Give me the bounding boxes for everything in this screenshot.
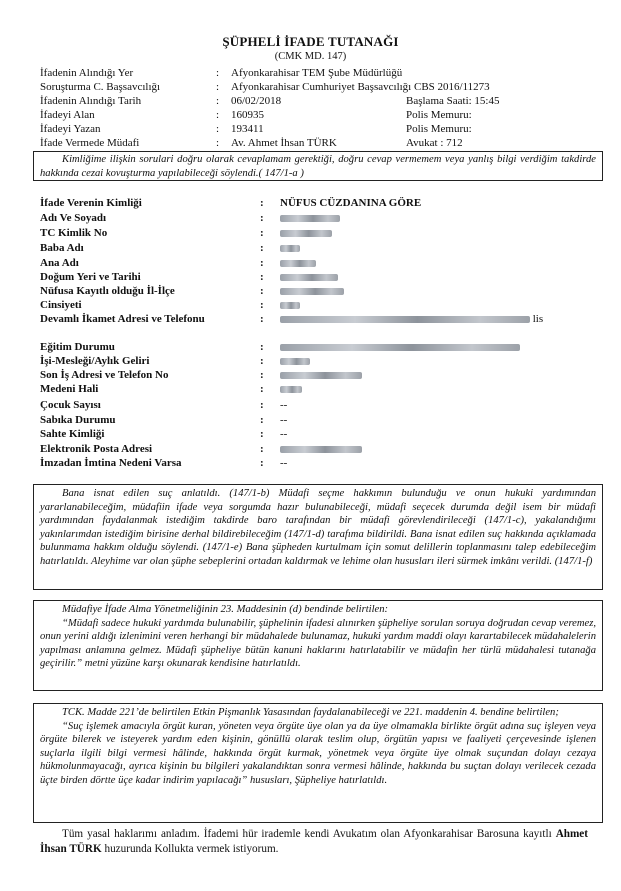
header-row-prosecutor: Soruşturma C. Başsavcılığı : Afyonkarahisar Cumhuriyet Başsavcılığı CBS 2016/11273 (40, 81, 490, 93)
redacted-value (280, 302, 300, 309)
redacted-value (280, 260, 316, 267)
header-label: İfadeyi Yazan (40, 123, 101, 135)
identity-warning-text: Kimliğime ilişkin sorulari doğru olarak cevaplamam gerektiği, doğru cevap vermemem veya yanlış bilgi verdiğim takdirde hakkında cezai kovuşturma yapılabileceği söylendi.( 147/1-a ) (40, 154, 596, 179)
closing-text-2: huzurunda Kollukta vermek istiyorum. (101, 843, 279, 855)
redacted-value (280, 358, 310, 365)
officer-label: Polis Memuru: (406, 123, 472, 135)
identity-label: Cinsiyeti (40, 299, 82, 311)
identity-label: Nüfusa Kayıtlı olduğu İl-İlçe (40, 285, 175, 297)
header-row-counsel: İfade Vermede Müdafi : Av. Ahmet İhsan TÜRK Avukat : 712 (40, 137, 463, 149)
identity-label: Eğitim Durumu (40, 341, 115, 353)
rights-text: Bana isnat edilen suç anlatıldı. (147/1-b) Müdafi seçme hakkımın bulunduğu ve onun hukuki yardımından yararlanabileceğim, müdafiin ifade veya sorgumda hazır bulunabileceği, müdafi seçecek durumda değil isem bir müdafi yardımından faydalanmak istediğim takdirde baro tarafından bir müdafi görevlendirileceği (147/1-c), yakalandığımı yakınlarımdan istediğim birisine derhal bildirebileceğim (147/1-d) tarafıma bildirildi. Bana isnat edilen suç hakkında açıklamada bulunmama hakkım olduğu söylendi. (147/1-e) Bana şüpheden kurtulmam için somut delillerin toplanmasını talep edebileceğim hatırlatıldı. Aleyhime var olan şüphe sebeplerini ortadan kaldırmak ve lehime olan hususları ileri sürmek imkânı verildi. (147/1-f) (40, 488, 596, 567)
identity-label: Medeni Hali (40, 383, 99, 395)
identity-value: -- (280, 428, 288, 440)
redacted-value (280, 372, 362, 379)
header-row-date: İfadenin Alındığı Tarih : 06/02/2018 Başlama Saati: 15:45 (40, 95, 500, 107)
rights-box (33, 484, 603, 590)
redacted-value (280, 446, 362, 453)
identity-label: Doğum Yeri ve Tarihi (40, 271, 141, 283)
header-value: Afyonkarahisar TEM Şube Müdürlüğü (231, 67, 403, 79)
header-value: 160935 (231, 109, 264, 121)
redacted-value (280, 245, 300, 252)
identity-label: Sahte Kimliği (40, 428, 105, 440)
identity-label: Ana Adı (40, 257, 79, 269)
lawyer-number: Avukat : 712 (406, 137, 463, 149)
header-value: Av. Ahmet İhsan TÜRK (231, 137, 337, 149)
identity-label: İfade Verenin Kimliği (40, 197, 142, 209)
counsel-rules-box (33, 600, 603, 691)
identity-warning-box (33, 151, 603, 181)
identity-value: NÜFUS CÜZDANINA GÖRE (280, 197, 422, 209)
identity-label: Devamlı İkamet Adresi ve Telefonu (40, 313, 205, 325)
header-value: Afyonkarahisar Cumhuriyet Başsavcılığı CBS 2016/11273 (231, 81, 490, 93)
redacted-value (280, 344, 520, 351)
identity-label: Son İş Adresi ve Telefon No (40, 369, 169, 381)
header-label: İfadenin Alındığı Tarih (40, 95, 142, 107)
identity-label: İşi-Mesleği/Aylık Geliri (40, 355, 150, 367)
redacted-value (280, 316, 530, 323)
lawyer-name: Ahmet İhsan TÜRK (40, 828, 588, 855)
header-label: Soruşturma C. Başsavcılığı (40, 81, 161, 93)
identity-label: Adı Ve Soyadı (40, 212, 107, 224)
header-value: 06/02/2018 (231, 95, 282, 107)
redacted-value (280, 288, 344, 295)
identity-label: TC Kimlik No (40, 227, 108, 239)
header-row-taker: İfadeyi Alan : 160935 Polis Memuru: (40, 109, 472, 121)
identity-value: -- (280, 457, 288, 469)
start-time: Başlama Saati: 15:45 (406, 95, 500, 107)
counsel-rules-text: “Müdafi sadece hukuki yardımda bulunabilir, şüphelinin ifadesi alınırken şüpheliye sorulan soruya doğrudan cevap veremez, onun yerini aldığı izlenimini veren herhangi bir müdahalede bulunamaz, hukuki yardım maddi olayı karartabilecek müdahalelerin yapılması anlamına gelmez. Müdafi şüpheliye bütün kanuni haklarını hatırlatabilir ve müdafin her türlü müdahalesi tutanağa geçirilir.” metni yüzüne karşı okunarak kendisine hatırlatıldı. (40, 617, 596, 670)
header-label: İfadenin Alındığı Yer (40, 67, 134, 79)
document-title: ŞÜPHELİ İFADE TUTANAĞI (222, 34, 399, 49)
redacted-value (280, 386, 302, 393)
remorse-law-text: “Suç işlemek amacıyla örgüt kuran, yöneten veya örgüte üye olan ya da üye olmamakla birlikte örgüt adına suç işleyen veya örgüte bilerek ve isteyerek yardım eden kişinin, gönüllü olarak teslim olup, örgütün yapısı ve faaliyeti çerçevesinde işlenen suçlarla ilgili bilgi vermesi hâlinde, hakkında örgüt kurmak, yönetmek veya örgüte üye olmak suçundan dolayı cezaya hükmolunmayacağı, ayrıca kişinin bu bilgileri yakalandıktan sonra vermesi hâlinde, hakkında bu suçtan dolayı verilecek cezada üçte birden dörtte üçe kadar indirim yapılacağı” hususları, Şüpheliye hatırlatıldı. (40, 720, 596, 786)
address-suffix: lis (532, 313, 544, 325)
redacted-value (280, 230, 332, 237)
document-subtitle: (CMK MD. 147) (274, 51, 347, 62)
closing-statement (40, 827, 588, 857)
officer-label: Polis Memuru: (406, 109, 472, 121)
identity-label: Baba Adı (40, 242, 84, 254)
identity-label: Sabıka Durumu (40, 414, 116, 426)
statement-page: ŞÜPHELİ İFADE TUTANAĞI (CMK MD. 147) İfadenin Alındığı Yer : Afyonkarahisar TEM Şube Müdürlüğü Soruşturma C. Başsavcılığı : Afyonkarahisar Cumhuriyet Başsavcılığı CBS 2016/11273 İfadenin Alındığı Tarih : 06/02/2018 Başlama Saati: 15:45 İfadeyi Alan : 160935 Polis Memuru: İfadeyi Yazan : 193411 Polis Memuru: İfade Vermede Müdafi : Av. Ahmet İhsan TÜRK Avukat : 712 Kimliğime ilişkin sorulari doğru olarak cevaplamam gerektiği, doğru cevap vermemem veya yanlış bilgi verdiğim takdirde hakkında cezai kovuşturma yapılabileceği söylendi.( 147/1-a ) İfade Verenin Kimliği : NÜFUS CÜZDANINA GÖRE Adı Ve Soyadı : TC Kimlik No : Baba Adı : Ana Adı : Doğum Yeri ve Tarihi : Nüfusa Kayıtlı olduğu İl-İlçe : Cinsiyeti : Devamlı İkamet Adresi ve Telefonu : lis Eğitim Durumu : İşi-Mesleği/Aylık Geliri : Son İş Adresi ve Telefon No : Medeni Hali : Çocuk Sayısı : -- Sabıka Durumu : -- Sahte Kimliği : -- Elektronik Posta Adresi : İmzadan İmtina Nedeni Varsa : -- Bana isnat edilen suç anlatıldı. (147/1-b) Müdafi seçme hakkımın bulunduğu ve onun hukuki yardımından yararlanabileceğim, müdafiin ifade veya sorgumda hazır bulunabileceği, müdafi seçecek durumda değil isem bir müdafi yardımından faydalanmak istediğim takdirde baro tarafından bir müdafi görevlendirileceği (147/1-c), yakalandığımı yakınlarımdan istediğim birisine derhal bildirebileceğim (147/1-d) tarafıma bildirildi. Bana isnat edilen suç hakkında açıklamada bulunmama hakkım olduğu söylendi. (147/1-e) Bana şüpheden kurtulmam için somut delillerin toplanmasını talep edebileceğim hatırlatıldı. Aleyhime var olan şüphe sebeplerini ortadan kaldırmak ve lehime olan hususları ileri sürmek imkânı verildi. (147/1-f) Müdafiye İfade Alma Yönetmeliğinin 23. Maddesinin (d) bendinde belirtilen: “Müdafi sadece hukuki yardımda bulunabilir, şüphelinin ifadesi alınırken şüpheliye sorulan soruya doğrudan cevap veremez, onun yerini aldığı izlenimini veren herhangi bir müdahalede bulunamaz, hukuki yardım maddi olayı karartabilecek müdahalelerin yapılması anlamına gelmez. Müdafi şüpheliye bütün kanuni haklarını hatırlatabilir ve müdafin her türlü müdahalesi tutanağa geçirilir.” metni yüzüne karşı okunarak kendisine hatırlatıldı. TCK. Madde 221’de belirtilen Etkin Pişmanlık Yasasından faydalanabileceği ve 221. maddenin 4. bendine belirtilen; “Suç işlemek amacıyla örgüt kuran, yöneten veya örgüte üye olan ya da üye olmamakla birlikte örgüt adına suç işleyen veya örgüte bilerek ve isteyerek yardım eden kişinin, gönüllü olarak teslim olup, örgütün yapısı ve faaliyeti çerçevesinde işlenen suçlarla ilgili bilgi vermesi hâlinde, hakkında örgüt kurmak, yönetmek veya örgüte üye olmak suçundan dolayı cezaya hükmolunmayacağı, ayrıca kişinin bu bilgileri yakalandıktan sonra vermesi hâlinde, hakkında bu suçtan dolayı verilecek cezada üçte birden dörtte üçe kadar indirim yapılacağı” hususları, Şüpheliye hatırlatıldı. Tüm yasal haklarımı anladım. İfademi hür irademle kendi Avukatım olan Afyonkarahisar Barosuna kayıtlı Ahmet İhsan TÜRK huzurunda Kollukta vermek istiyorum. (0, 0, 621, 891)
identity-label: İmzadan İmtina Nedeni Varsa (40, 457, 182, 469)
identity-value: -- (280, 414, 288, 426)
identity-label: Elektronik Posta Adresi (40, 443, 153, 455)
remorse-law-heading: TCK. Madde 221’de belirtilen Etkin Pişmanlık Yasasından faydalanabileceği ve 221. maddenin 4. bendine belirtilen; (62, 707, 559, 718)
header-label: İfadeyi Alan (40, 109, 95, 121)
header-row-writer: İfadeyi Yazan : 193411 Polis Memuru: (40, 123, 472, 135)
redacted-value (280, 274, 338, 281)
closing-text-1: Tüm yasal haklarımı anladım. İfademi hür irademle kendi Avukatım olan Afyonkarahisar Barosuna kayıtlı (62, 828, 556, 840)
header-label: İfade Vermede Müdafi (40, 137, 140, 149)
remorse-law-box (33, 703, 603, 823)
counsel-rules-heading: Müdafiye İfade Alma Yönetmeliğinin 23. Maddesinin (d) bendinde belirtilen: (62, 604, 389, 615)
identity-value: -- (280, 399, 288, 411)
header-value: 193411 (231, 123, 264, 135)
identity-label: Çocuk Sayısı (40, 399, 101, 411)
header-row-place: İfadenin Alındığı Yer : Afyonkarahisar TEM Şube Müdürlüğü (40, 67, 403, 79)
redacted-value (280, 215, 340, 222)
